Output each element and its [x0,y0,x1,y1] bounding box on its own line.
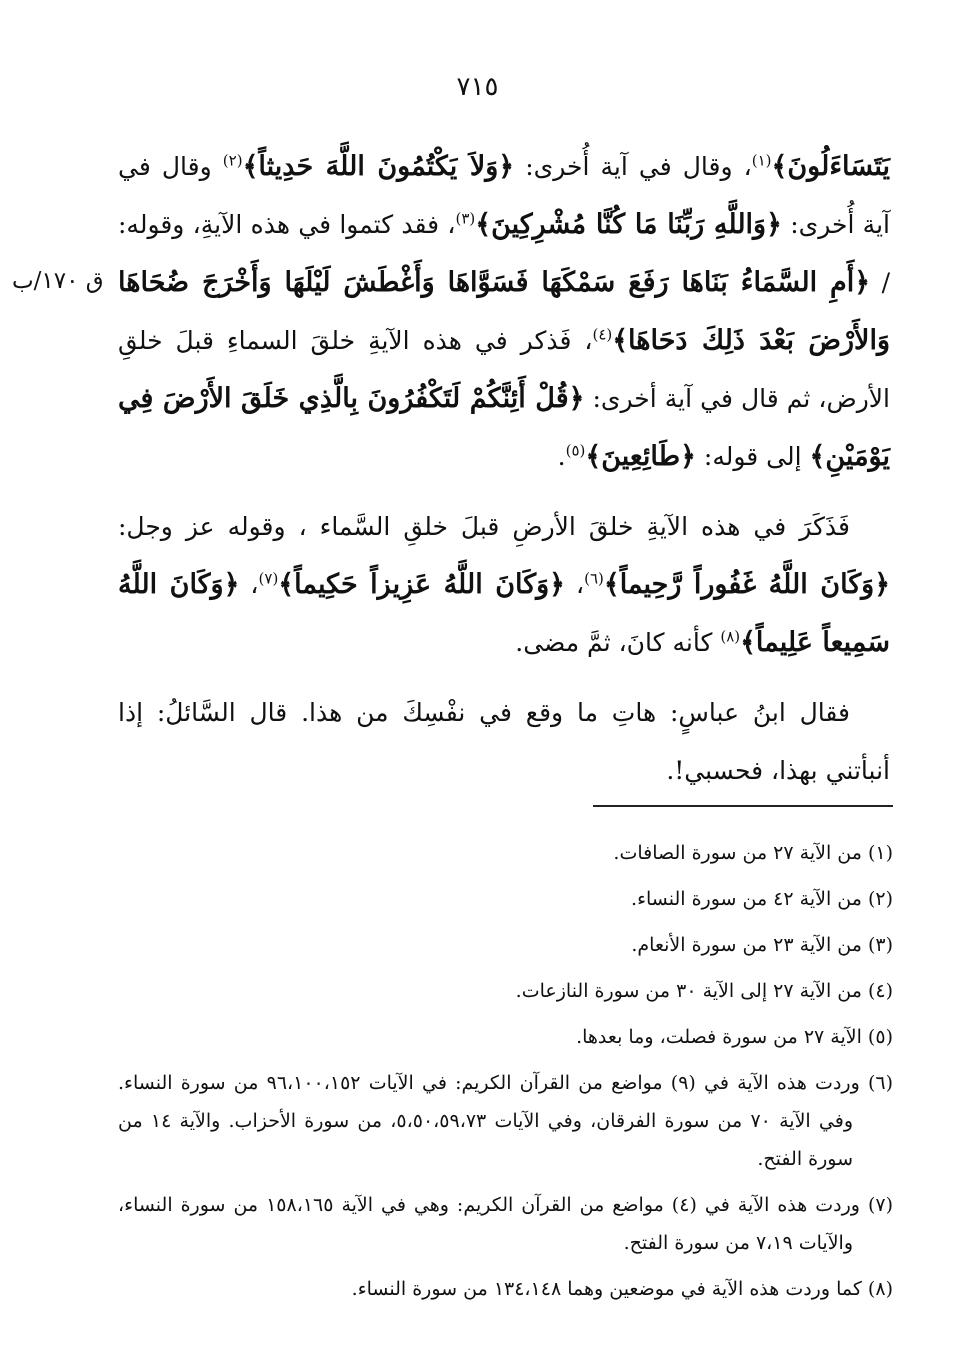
footnote-ref: (٢) [222,151,243,170]
quran-verse: ﴿وَلاَ يَكْتُمُونَ اللَّهَ حَدِيثاً﴾ [242,151,515,182]
footnote: (١) من الآية ٢٧ من سورة الصافات. [613,842,893,864]
quran-verse: ﴿وَكَانَ اللَّهُ سَمِيعاً عَلِيماً﴾ [118,569,890,658]
text-run: ، [564,570,585,599]
text-run: وقال في آية أُخرى: [118,152,890,239]
quran-verse: ﴿طَائِعِينَ﴾ [585,441,696,472]
paragraph [118,498,890,672]
margin-note: ق ١٧٠/ب [12,268,104,294]
quran-verse: ﴿وَكَانَ اللَّهُ غَفُوراً رَّحِيماً﴾ [603,569,891,600]
page-number: ٧١٥ [456,72,499,102]
footnote: (٧) وردت هذه الآية في (٤) مواضع من القرآن الكريم: وهي في الآية ١٥٨،١٦٥ من سورة النساء، والآيات ٧،١٩ من سورة الفتح. [118,1194,894,1254]
text-run: فقال ابنُ عباسٍ: هاتِ ما وقع في نفْسِكَ من هذا. قال السَّائلُ: إذا أنبأتني بهذا، فحسبي!. [118,698,890,785]
footnote-ref: (١) [751,151,772,170]
footnote-separator [593,805,893,807]
text-run: فَذَكَرَ في هذه الآيةِ خلقَ الأرضِ قبلَ خلقِ السَّماء ، وقوله عز وجل: [118,512,850,541]
text-run: ، فَذكر في هذه الآيةِ خلقَ السماءِ قبلَ خلقِ الأرض، ثم قال في آية أخرى: [118,326,890,413]
main-text [118,138,890,800]
quran-verse: ﴿أَمِ السَّمَاءُ بَنَاهَا رَفَعَ سَمْكَهَا فَسَوَّاهَا وَأَغْطَشَ لَيْلَهَا وَأَخْرَجَ ضُحَاهَا وَالأَرْضَ بَعْدَ ذَلِكَ دَحَاهَا﴾ [118,267,890,356]
footnote-ref: (٦) [584,569,604,588]
footnote-ref: (٤) [592,325,613,344]
text-run: ، فقد كتموا في هذه الآيةِ، وقوله: / [118,210,890,297]
paragraph [118,138,890,486]
quran-verse: ﴿وَكَانَ اللَّهُ عَزِيزاً حَكِيماً﴾ [278,569,565,600]
footnote-ref: (٧) [258,569,279,588]
footnote: (٤) من الآية ٢٧ إلى الآية ٣٠ من سورة النازعات. [515,980,893,1002]
paragraph [118,684,890,800]
quran-verse: يَتَسَاءَلُونَ﴾ [771,151,890,182]
text-run: كأنه كانَ، ثمَّ مضى. [515,628,721,657]
footnote: (٥) الآية ٢٧ من سورة فصلت، وما بعدها. [576,1026,893,1048]
text-run: . [557,442,566,471]
footnote: (٦) وردت هذه الآية في (٩) مواضع من القرآن الكريم: في الآيات ٩٦،١٠٠،١٥٢ من سورة النساء. وفي الآية ٧٠ من سورة الفرقان، وفي الآيات ٥،٥٠،٥٩،٧٣، من سورة الأحزاب. والآية ١٤ من سورة الفتح. [118,1072,893,1170]
footnote: (٢) من الآية ٤٢ من سورة النساء. [631,888,893,910]
text-run: ، [239,570,259,599]
quran-verse: ﴿وَاللَّهِ رَبِّنَا مَا كُنَّا مُشْرِكِينَ﴾ [475,209,782,240]
footnote-ref: (٣) [455,209,476,228]
footnotes [118,834,893,1316]
footnote-ref: (٥) [565,441,586,460]
text-run: ، وقال في آية أُخرى: [514,152,752,181]
text-run: إلى قوله: [695,442,810,471]
footnote: (٨) كما وردت هذه الآية في موضعين وهما ١٣٤،١٤٨ من سورة النساء. [351,1278,893,1300]
quran-verse: ﴿قُلْ أَئِنَّكُمْ لَتَكْفُرُونَ بِالَّذِي خَلَقَ الأَرْضَ فِي يَوْمَيْنِ﴾ [118,383,890,472]
footnote: (٣) من الآية ٢٣ من سورة الأنعام. [631,934,893,956]
footnote-ref: (٨) [720,627,741,646]
